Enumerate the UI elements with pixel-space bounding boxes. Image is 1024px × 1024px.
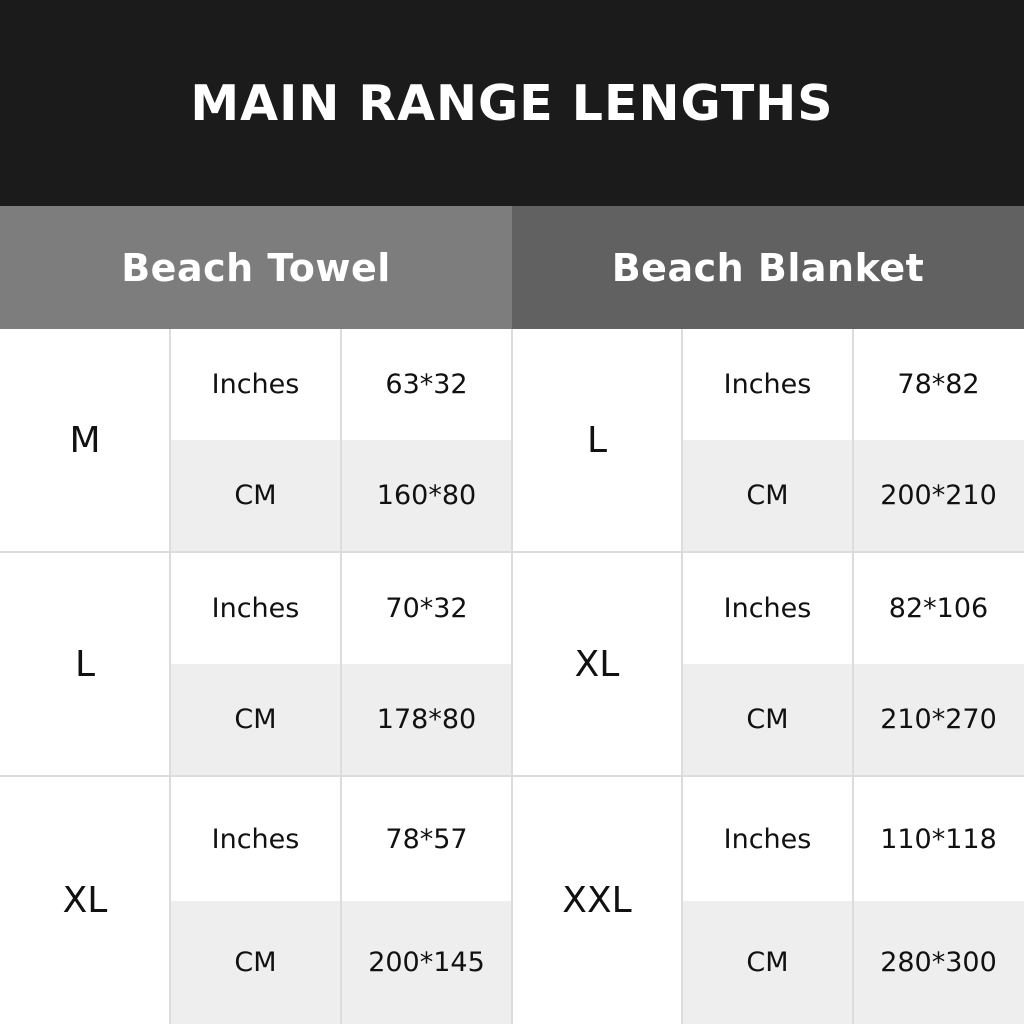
size-label: XL xyxy=(0,777,170,1024)
size-label: L xyxy=(0,553,170,775)
dimension-value: 280*300 xyxy=(853,901,1024,1024)
unit-label: CM xyxy=(170,440,341,551)
unit-label: Inches xyxy=(682,777,853,901)
column-divider xyxy=(340,329,342,1024)
dimension-value: 210*270 xyxy=(853,664,1024,775)
size-label: L xyxy=(512,329,682,551)
beach-blanket-table xyxy=(512,329,1024,1024)
unit-label: CM xyxy=(682,664,853,775)
dimension-value: 78*57 xyxy=(341,777,512,901)
dimension-value: 70*32 xyxy=(341,553,512,664)
column-divider xyxy=(511,329,513,1024)
column-header-beach-blanket: Beach Blanket xyxy=(512,206,1024,329)
unit-label: Inches xyxy=(682,553,853,664)
beach-towel-table xyxy=(0,329,512,1024)
unit-label: Inches xyxy=(170,553,341,664)
size-label: XXL xyxy=(512,777,682,1024)
unit-label: Inches xyxy=(682,329,853,440)
dimension-value: 200*210 xyxy=(853,440,1024,551)
dimension-value: 160*80 xyxy=(341,440,512,551)
column-divider xyxy=(681,329,683,1024)
dimension-value: 178*80 xyxy=(341,664,512,775)
column-divider xyxy=(169,329,171,1024)
unit-label: Inches xyxy=(170,777,341,901)
column-divider xyxy=(852,329,854,1024)
dimension-value: 78*82 xyxy=(853,329,1024,440)
size-label: M xyxy=(0,329,170,551)
unit-label: CM xyxy=(682,901,853,1024)
unit-label: CM xyxy=(170,901,341,1024)
column-header-beach-towel: Beach Towel xyxy=(0,206,512,329)
dimension-value: 200*145 xyxy=(341,901,512,1024)
unit-label: CM xyxy=(170,664,341,775)
header-banner xyxy=(0,0,1024,206)
page-title: MAIN RANGE LENGTHS xyxy=(190,74,834,132)
unit-label: Inches xyxy=(170,329,341,440)
dimension-value: 110*118 xyxy=(853,777,1024,901)
dimension-value: 82*106 xyxy=(853,553,1024,664)
size-label: XL xyxy=(512,553,682,775)
dimension-value: 63*32 xyxy=(341,329,512,440)
unit-label: CM xyxy=(682,440,853,551)
